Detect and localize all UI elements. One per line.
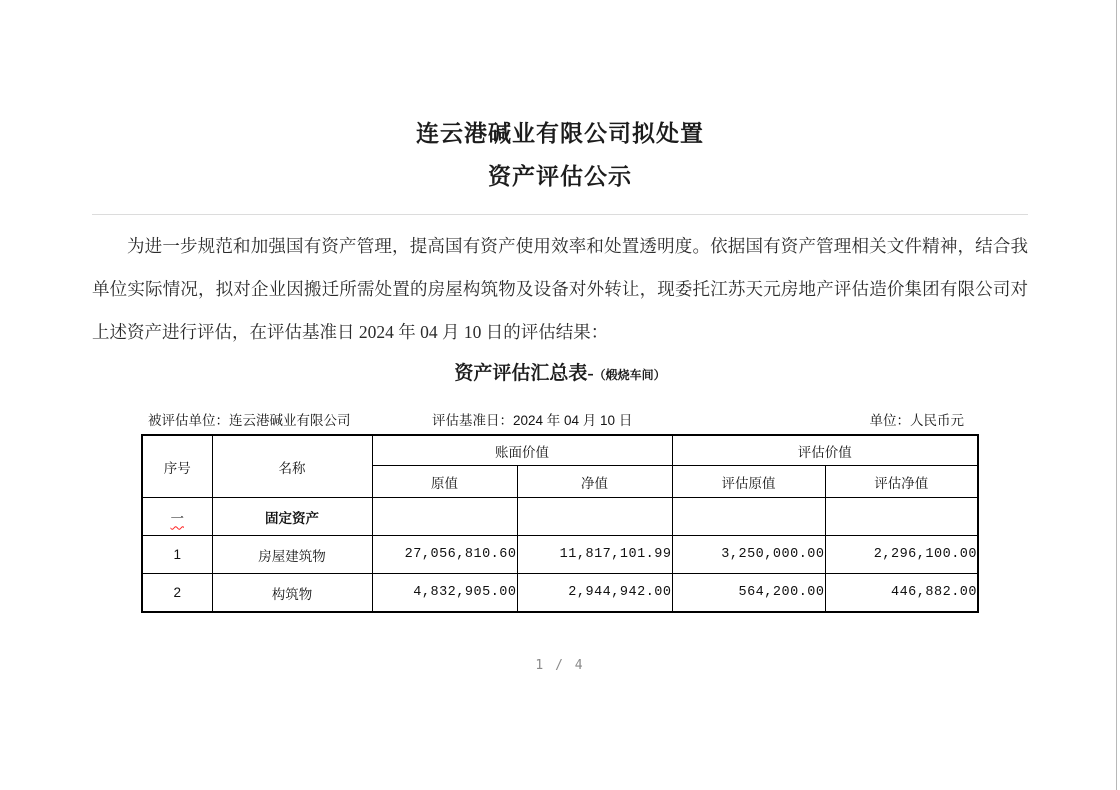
cell-seq [142, 498, 212, 536]
meta-currency-unit: 单位：人民币元 [869, 413, 964, 428]
cell-name: 房屋建筑物 [212, 536, 372, 574]
cell-appraised-original-value: 3,250,000.00 [672, 536, 825, 574]
document-title [92, 0, 1028, 198]
asset-summary-table [141, 434, 979, 613]
table-row-category [142, 498, 978, 536]
cell-original-value [372, 498, 517, 536]
document-content [92, 0, 1028, 673]
meta-base-date: 评估基准日：2024 年 04 月 10 日 [432, 413, 633, 428]
cell-name: 构筑物 [212, 574, 372, 613]
cell-appraised-net-value [825, 498, 978, 536]
table-row [142, 574, 978, 613]
summary-table-title-main: 资产评估汇总表- [454, 363, 594, 384]
cell-appraised-original-value: 564,200.00 [672, 574, 825, 613]
meta-evaluated-unit: 被评估单位：连云港碱业有限公司 [148, 413, 351, 428]
header-appraised-net-value: 评估净值 [825, 466, 978, 498]
summary-table-title [92, 358, 1028, 385]
cell-original-value: 4,832,905.00 [372, 574, 517, 613]
cell-net-value [517, 498, 672, 536]
title-divider-line [92, 214, 1028, 215]
cell-net-value: 2,944,942.00 [517, 574, 672, 613]
cell-appraised-original-value [672, 498, 825, 536]
header-book-value-group: 账面价值 [372, 435, 672, 466]
document-title-line2: 资产评估公示 [488, 164, 632, 189]
category-seq-text: 一 [170, 510, 184, 526]
cell-appraised-net-value: 446,882.00 [825, 574, 978, 613]
header-appraised-original-value: 评估原值 [672, 466, 825, 498]
summary-table-title-sub: （煅烧车间） [593, 368, 666, 382]
header-name: 名称 [212, 435, 372, 498]
cell-appraised-net-value: 2,296,100.00 [825, 536, 978, 574]
table-row [142, 536, 978, 574]
cell-original-value: 27,056,810.60 [372, 536, 517, 574]
header-row-groups [142, 435, 978, 466]
cell-seq: 1 [142, 536, 212, 574]
cell-seq: 2 [142, 574, 212, 613]
cell-net-value: 11,817,101.99 [517, 536, 672, 574]
header-appraisal-value-group: 评估价值 [672, 435, 978, 466]
intro-paragraph: 为进一步规范和加强国有资产管理，提高国有资产使用效率和处置透明度。依据国有资产管理相关文件精神，结合我单位实际情况，拟对企业因搬迁所需处置的房屋构筑物及设备对外转让，现委托江苏天元房地产评估造价集团有限公司对上述资产进行评估，在评估基准日 2024 年 04 月 10 日的评估结果： [92, 236, 1028, 342]
header-seq: 序号 [142, 435, 212, 498]
page-number: 1 / 4 [535, 658, 585, 673]
document-title-line1: 连云港碱业有限公司拟处置 [416, 121, 704, 146]
header-net-value: 净值 [517, 466, 672, 498]
table-meta-row [142, 409, 978, 429]
cell-name: 固定资产 [212, 498, 372, 536]
page-right-edge-line [1116, 0, 1117, 790]
header-original-value: 原值 [372, 466, 517, 498]
